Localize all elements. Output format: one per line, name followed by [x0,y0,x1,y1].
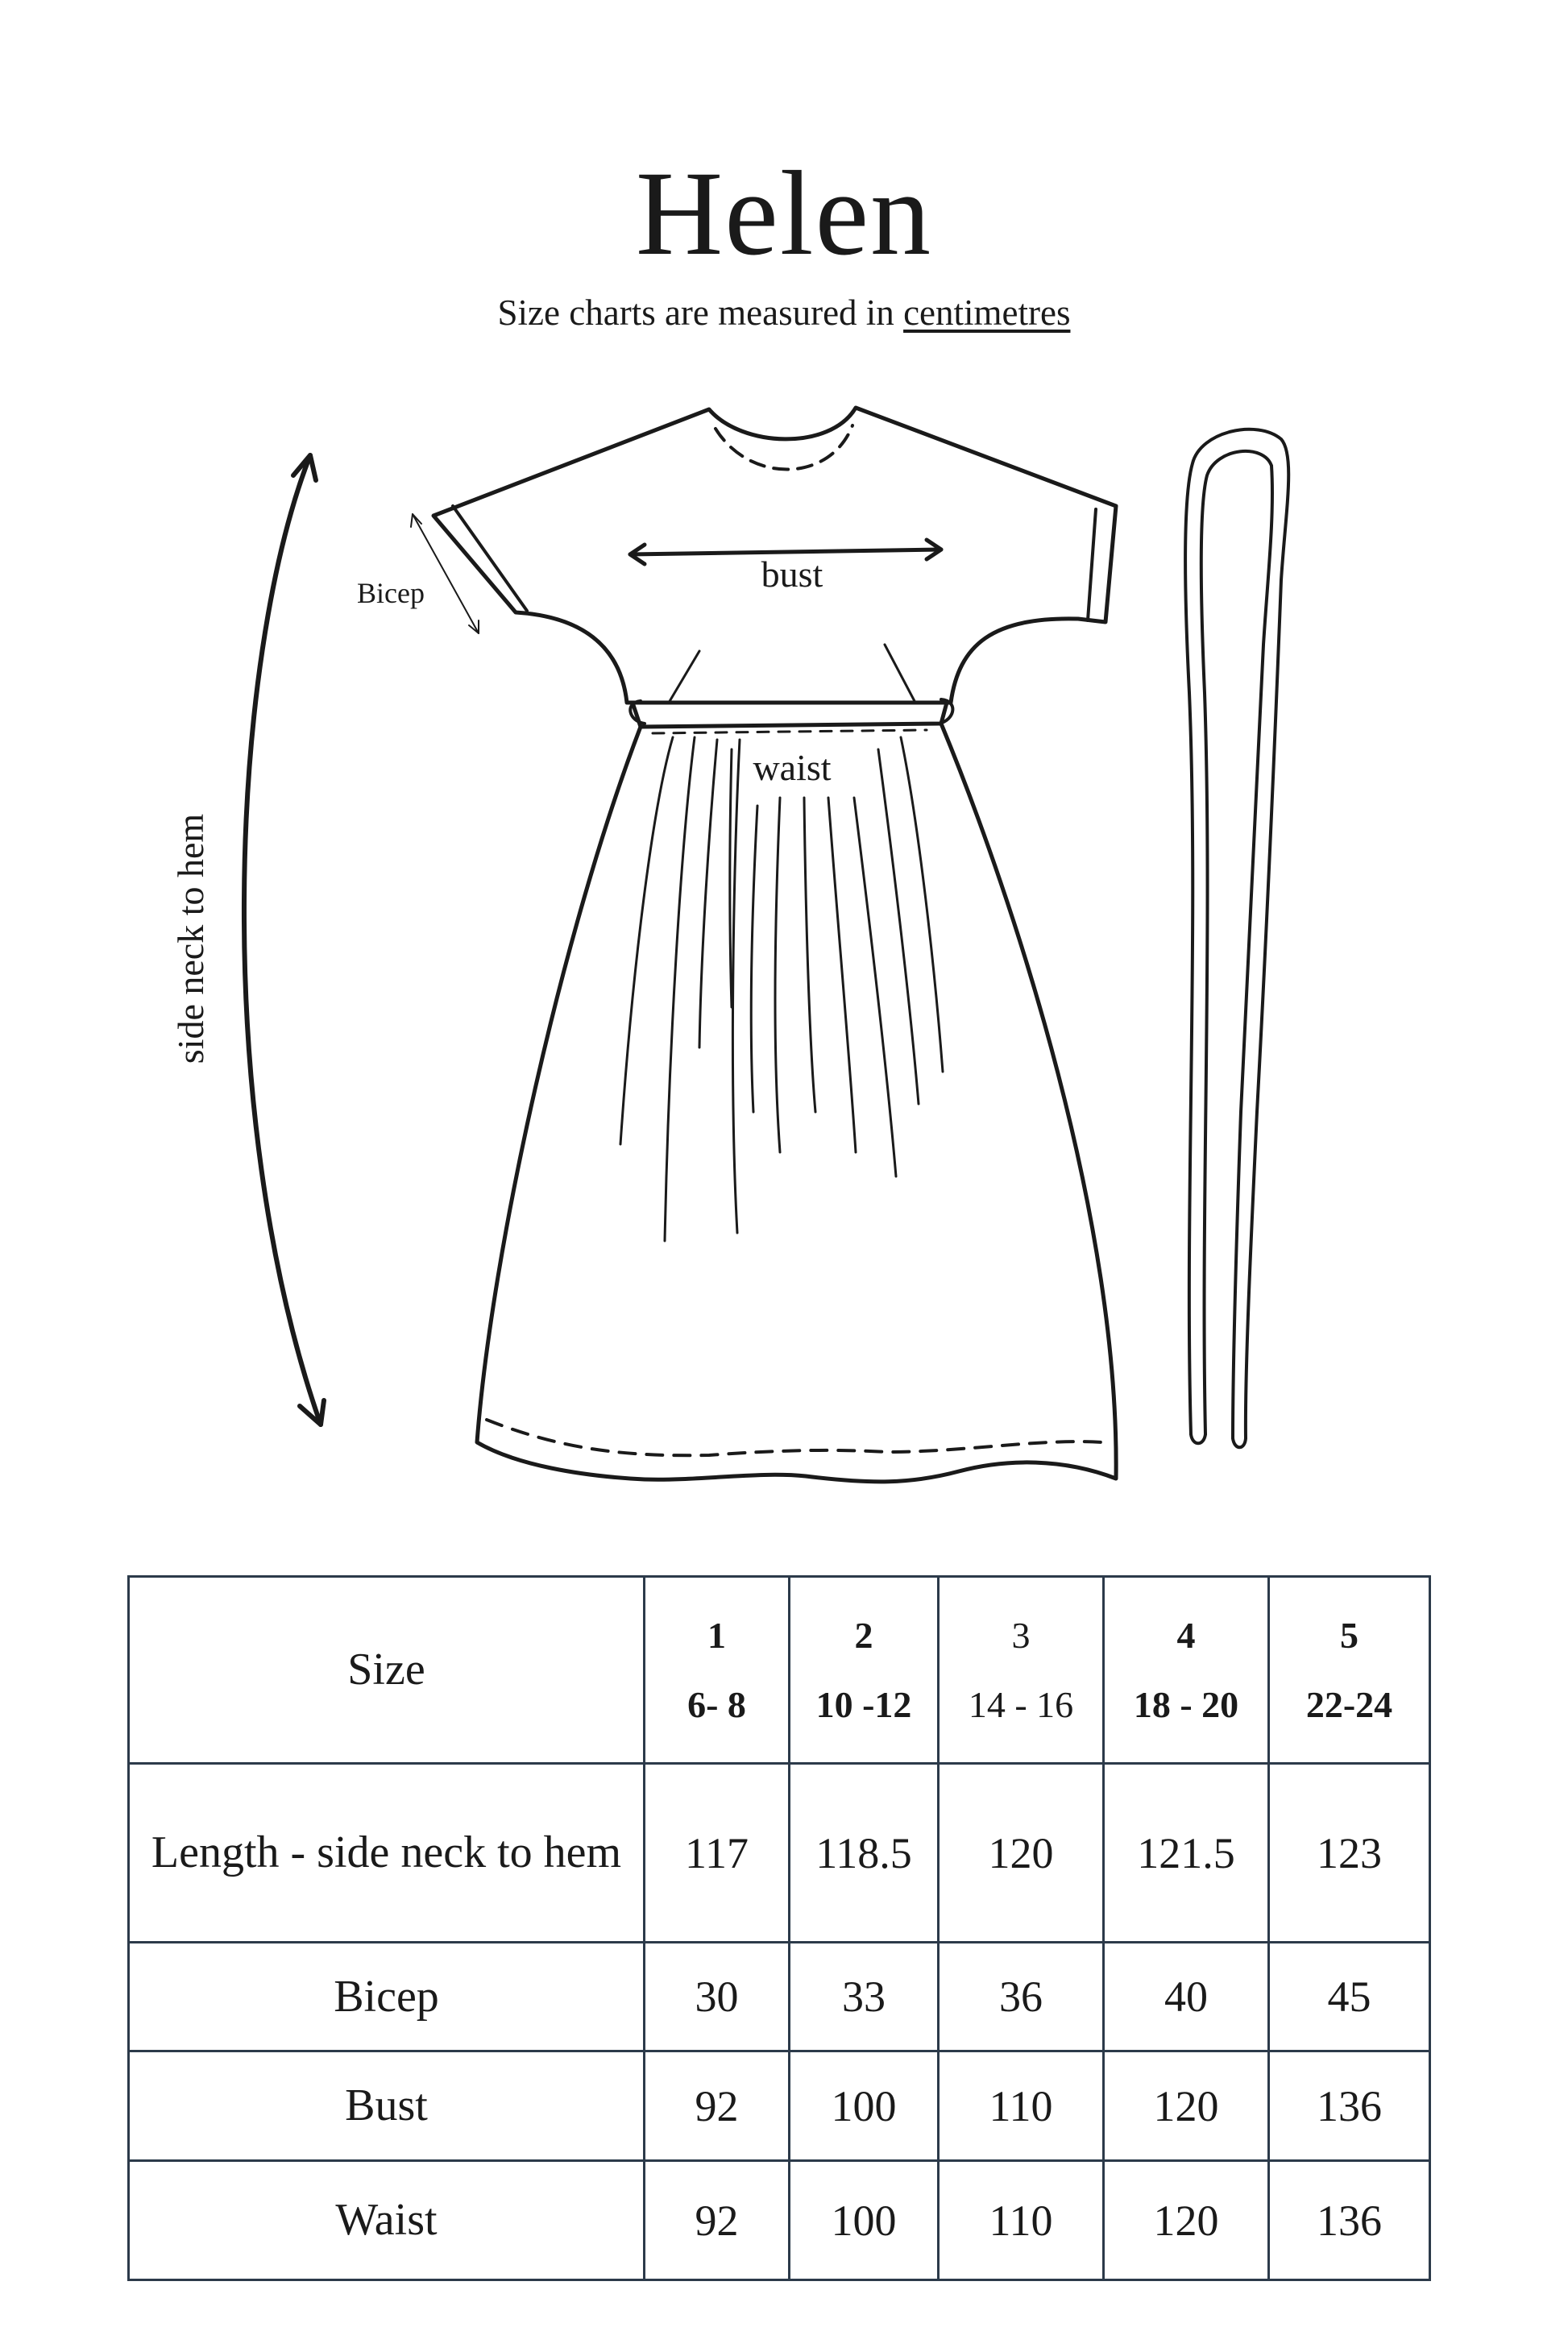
length-arrow [244,455,321,1425]
row-label: Waist [129,2161,645,2280]
dress-illustration [0,387,1568,1531]
size-col-5 [1269,1577,1430,1764]
table-row [129,1764,1430,1943]
table-cell: 33 [790,1943,939,2051]
size-range: 14 - 16 [968,1683,1074,1725]
table-cell: 100 [790,2161,939,2280]
waistband [633,703,947,727]
right-cuff [1088,509,1096,620]
size-range: 18 - 20 [1133,1683,1239,1725]
table-cell: 36 [939,1943,1104,2051]
table-cell: 45 [1269,1943,1430,2051]
size-range: 22-24 [1305,1683,1393,1725]
table-cell: 121.5 [1104,1764,1269,1943]
table-cell: 92 [645,2161,790,2280]
row-label: Bust [129,2051,645,2161]
size-number: 5 [1340,1615,1359,1657]
length-label: side neck to hem [170,813,211,1064]
size-col-4 [1104,1577,1269,1764]
row-label: Bicep [129,1943,645,2051]
size-col-1 [645,1577,790,1764]
size-number: 3 [1011,1615,1031,1657]
size-number: 4 [1176,1615,1196,1657]
table-cell: 100 [790,2051,939,2161]
table-cell: 120 [1104,2051,1269,2161]
bicep-arrowhead-bottom [469,620,479,633]
bodice-dart-right [885,645,915,703]
table-row [129,2161,1430,2280]
size-header-label: Size [129,1577,645,1764]
table-cell: 110 [939,2051,1104,2161]
table-cell: 120 [1104,2161,1269,2280]
size-table [127,1575,1431,2281]
hem-stitch [487,1420,1102,1455]
table-cell: 40 [1104,1943,1269,2051]
subtitle [0,292,1568,334]
table-cell: 110 [939,2161,1104,2280]
bodice-dart-left [669,651,699,703]
size-range: 10 -12 [815,1683,912,1725]
size-number: 1 [707,1615,726,1657]
table-cell: 123 [1269,1764,1430,1943]
table-cell: 117 [645,1764,790,1943]
bust-label: bust [761,554,823,595]
table-row [129,1943,1430,2051]
table-cell: 92 [645,2051,790,2161]
size-number: 2 [854,1615,873,1657]
neckline-stitch [716,425,852,470]
skirt-gathers [620,737,943,1241]
table-header-row [129,1577,1430,1764]
dress-skirt [477,724,1116,1482]
row-label: Length - side neck to hem [129,1764,645,1943]
size-col-3 [939,1577,1104,1764]
table-cell: 118.5 [790,1764,939,1943]
table-cell: 120 [939,1764,1104,1943]
waist-label: waist [753,747,832,788]
table-row [129,2051,1430,2161]
table-cell: 30 [645,1943,790,2051]
bicep-label: Bicep [357,577,425,609]
subtitle-text: Size charts are measured in [497,292,904,333]
page-title: Helen [635,147,933,280]
size-range: 6- 8 [687,1683,746,1725]
left-cuff [453,506,527,611]
size-col-2 [790,1577,939,1764]
table-cell: 136 [1269,2161,1430,2280]
table-cell: 136 [1269,2051,1430,2161]
belt-strip-end [1191,1434,1205,1443]
belt-strip-end-right [1233,1438,1246,1447]
waistband-stitch [653,730,927,733]
unit-label: centimetres [903,292,1071,333]
